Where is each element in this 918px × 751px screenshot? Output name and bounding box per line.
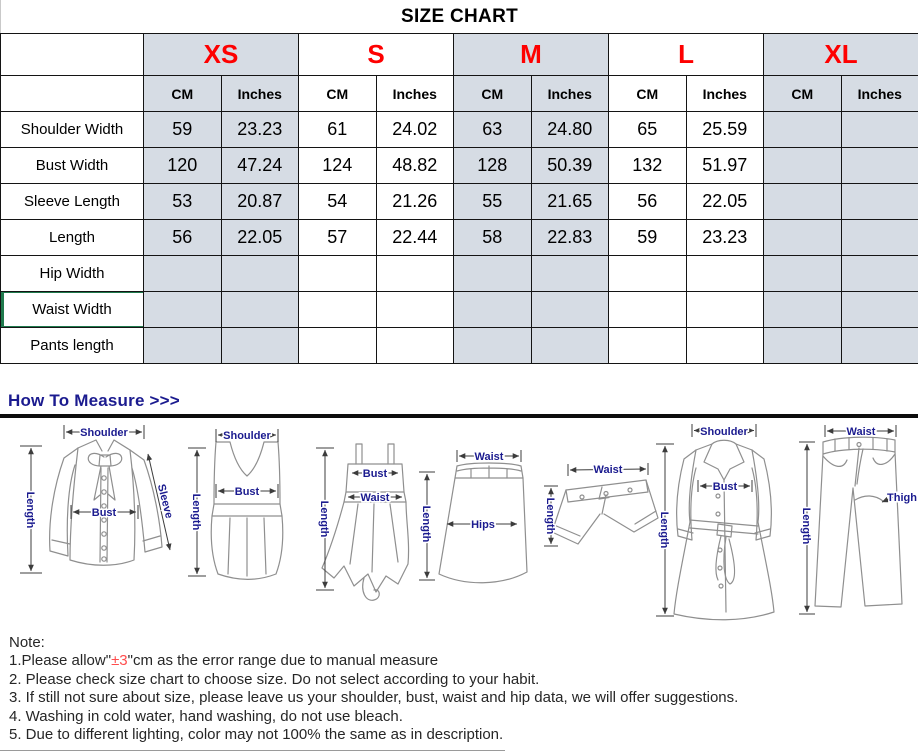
unit-header-cm[interactable]: CM [764,76,842,112]
table-cell[interactable] [764,292,842,328]
table-cell[interactable] [609,292,687,328]
size-header-row [1,34,918,76]
table-cell[interactable]: 21.26 [376,184,454,220]
unit-header-cm[interactable]: CM [454,76,532,112]
table-cell[interactable] [841,148,918,184]
tank-length-label: Length [190,494,202,531]
size-header-m[interactable]: M [454,34,609,76]
table-cell[interactable]: 22.05 [686,184,764,220]
blouse-shoulder-label: Shoulder [80,427,128,439]
dress-bust-label: Bust [363,468,388,480]
table-cell[interactable]: 47.24 [221,148,299,184]
dress-length-label: Length [318,501,330,538]
table-cell[interactable] [764,148,842,184]
size-header-s[interactable]: S [299,34,454,76]
dress-waist-label: Waist [361,492,390,504]
note-1-suffix: "cm as the error range due to manual measure [128,652,438,669]
row-label[interactable]: Shoulder Width [1,112,144,148]
unit-header-cm[interactable]: CM [299,76,377,112]
size-header-l[interactable]: L [609,34,764,76]
table-cell[interactable] [531,328,609,364]
table-cell[interactable]: 25.59 [686,112,764,148]
table-cell[interactable] [299,328,377,364]
error-range-value: ±3 [111,652,128,669]
unit-header-inches[interactable]: Inches [531,76,609,112]
table-row [1,112,918,148]
unit-header-row [1,76,918,112]
table-cell[interactable]: 58 [454,220,532,256]
shorts-waist-label: Waist [594,464,623,476]
row-label[interactable]: Bust Width [1,148,144,184]
table-cell[interactable] [764,256,842,292]
table-cell[interactable]: 22.05 [221,220,299,256]
table-cell[interactable]: 22.83 [531,220,609,256]
table-cell[interactable] [841,256,918,292]
coat-bust-label: Bust [713,481,738,493]
table-cell[interactable] [609,328,687,364]
note-line-5: 5. Due to different lighting, color may not 100% the same as in description. [9,726,918,744]
table-cell[interactable] [531,256,609,292]
pants-waist-label: Waist [847,426,876,438]
skirt-waist-label: Waist [475,451,504,463]
table-cell[interactable] [841,184,918,220]
table-cell[interactable]: 56 [144,220,222,256]
coat-shoulder-label: Shoulder [700,426,748,438]
table-cell[interactable] [221,292,299,328]
table-cell[interactable] [686,256,764,292]
note-line-2: 2. Please check size chart to choose size. Do not select according to your habit. [9,671,918,689]
table-cell[interactable] [144,328,222,364]
table-cell[interactable]: 48.82 [376,148,454,184]
table-cell[interactable] [764,328,842,364]
table-cell[interactable] [376,292,454,328]
table-cell[interactable] [841,328,918,364]
size-chart-table [0,33,918,364]
skirt-hips-label: Hips [471,519,495,531]
table-cell[interactable]: 120 [144,148,222,184]
table-cell[interactable] [221,328,299,364]
table-cell[interactable] [764,184,842,220]
table-cell[interactable]: 53 [144,184,222,220]
table-cell[interactable] [531,292,609,328]
table-cell[interactable] [686,328,764,364]
coat-diagram [650,422,798,624]
table-cell[interactable]: 21.65 [531,184,609,220]
table-cell[interactable] [454,292,532,328]
table-cell[interactable] [299,256,377,292]
blouse-bust-label: Bust [92,507,117,519]
note-line-3: 3. If still not sure about size, please leave us your shoulder, bust, waist and hip data, we will offer suggestions. [9,689,918,707]
corner-cell[interactable] [1,76,144,112]
size-header-xl[interactable]: XL [764,34,918,76]
table-cell[interactable]: 55 [454,184,532,220]
table-row [1,256,918,292]
table-cell[interactable]: 50.39 [531,148,609,184]
table-cell[interactable] [841,220,918,256]
table-cell[interactable] [764,220,842,256]
tank-bust-label: Bust [235,486,260,498]
notes-heading: Note: [9,634,918,652]
pants-diagram [795,424,918,624]
corner-cell[interactable] [1,34,144,76]
table-cell[interactable]: 24.80 [531,112,609,148]
tank-shoulder-label: Shoulder [223,430,271,442]
table-cell[interactable] [686,292,764,328]
table-cell[interactable] [221,256,299,292]
page-title: SIZE CHART [0,0,918,33]
shorts-length-label: Length [544,498,556,535]
coat-length-label: Length [658,512,670,549]
table-cell[interactable] [454,256,532,292]
unit-header-inches[interactable]: Inches [686,76,764,112]
table-cell[interactable] [144,292,222,328]
table-cell[interactable]: 61 [299,112,377,148]
table-cell[interactable]: 20.87 [221,184,299,220]
row-label[interactable]: Hip Width [1,256,144,292]
note-line-1 [9,652,918,670]
blouse-sleeve-label: Sleeve [155,483,175,520]
pants-thigh-label: Thigh [887,492,917,504]
table-cell[interactable] [299,292,377,328]
table-cell[interactable]: 56 [609,184,687,220]
unit-header-inches[interactable]: Inches [221,76,299,112]
table-row [1,184,918,220]
table-cell[interactable]: 54 [299,184,377,220]
note-1-prefix: 1.Please allow" [9,652,111,669]
table-cell[interactable]: 59 [609,220,687,256]
table-cell[interactable]: 63 [454,112,532,148]
table-cell[interactable] [609,256,687,292]
table-cell[interactable] [376,256,454,292]
table-cell[interactable]: 65 [609,112,687,148]
table-row [1,220,918,256]
unit-header-cm[interactable]: CM [609,76,687,112]
table-cell[interactable] [454,328,532,364]
how-to-measure-heading: How To Measure >>> [8,391,918,411]
table-cell[interactable] [376,328,454,364]
blouse-length-label: Length [24,492,36,529]
table-row [1,148,918,184]
table-cell[interactable]: 24.02 [376,112,454,148]
table-cell[interactable]: 23.23 [221,112,299,148]
skirt-diagram [415,448,539,596]
table-cell[interactable]: 59 [144,112,222,148]
table-cell[interactable] [841,112,918,148]
table-row [1,292,918,328]
row-label[interactable]: Length [1,220,144,256]
table-cell[interactable] [764,112,842,148]
skirt-length-label: Length [420,506,432,543]
unit-header-inches[interactable]: Inches [376,76,454,112]
table-cell[interactable]: 51.97 [686,148,764,184]
table-cell[interactable]: 124 [299,148,377,184]
shorts-diagram [542,462,664,566]
table-cell[interactable]: 22.44 [376,220,454,256]
table-cell[interactable]: 128 [454,148,532,184]
table-cell[interactable] [144,256,222,292]
table-cell[interactable] [841,292,918,328]
size-header-xs[interactable]: XS [144,34,299,76]
unit-header-cm[interactable]: CM [144,76,222,112]
tank-top-diagram [176,426,314,588]
row-label[interactable]: Pants length [1,328,144,364]
row-label[interactable]: Sleeve Length [1,184,144,220]
table-cell[interactable]: 132 [609,148,687,184]
measure-diagrams [0,418,918,626]
pants-length-label: Length [800,508,812,545]
selected-row-label[interactable]: Waist Width [1,292,144,328]
notes-section [9,634,918,744]
unit-header-inches[interactable]: Inches [841,76,918,112]
note-line-4: 4. Washing in cold water, hand washing, do not use bleach. [9,708,918,726]
table-cell[interactable]: 23.23 [686,220,764,256]
table-row [1,328,918,364]
table-cell[interactable]: 57 [299,220,377,256]
